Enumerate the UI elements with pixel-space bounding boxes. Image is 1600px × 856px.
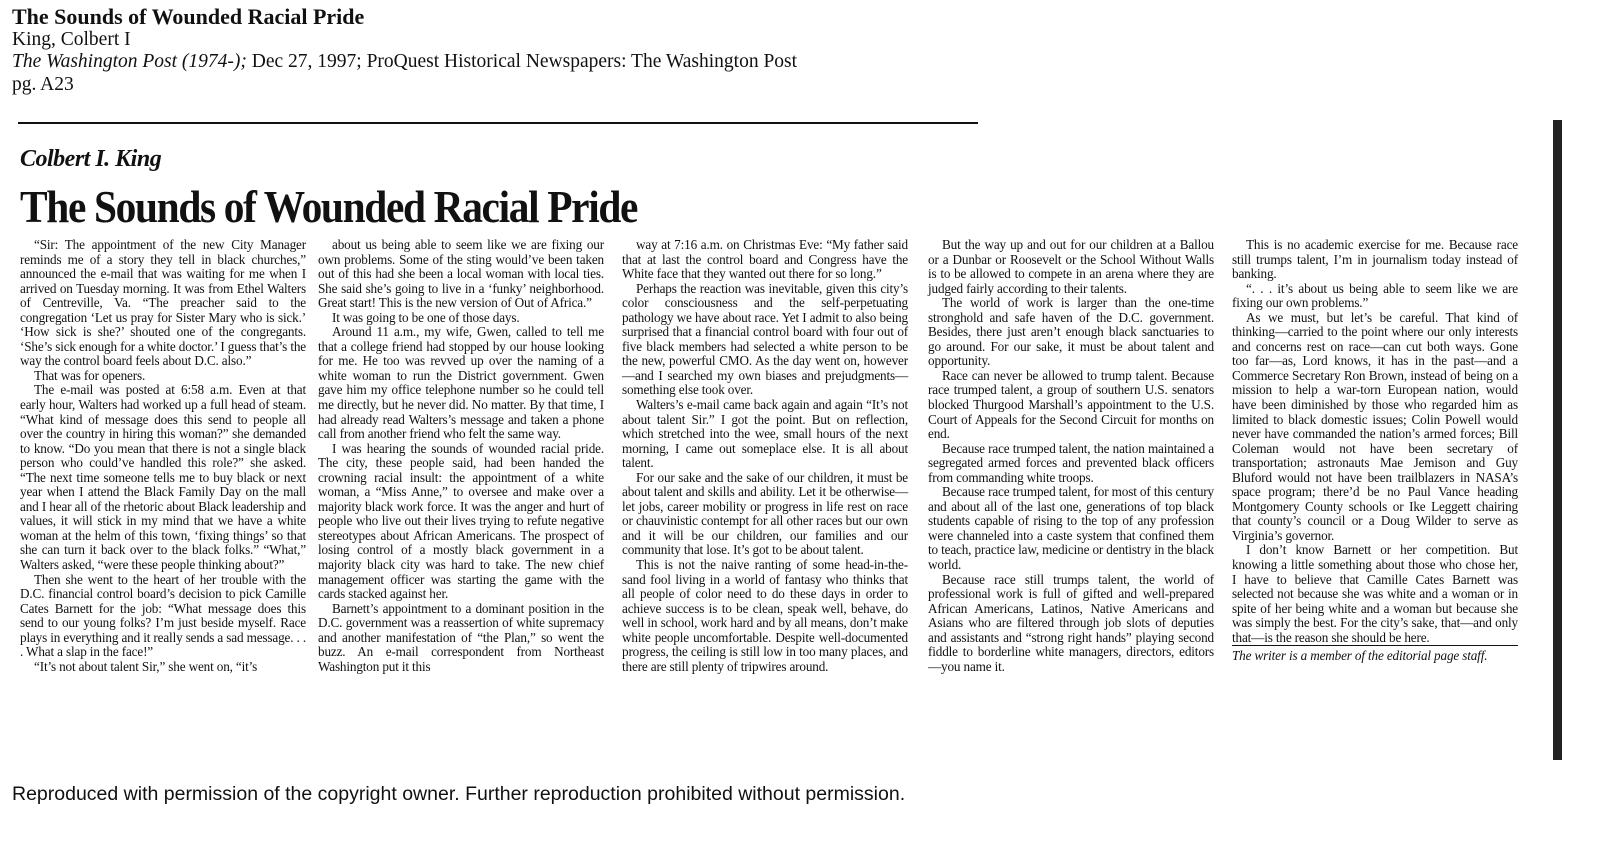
paragraph: Barnett’s appointment to a dominant position in the D.C. government was a reassertion of white supremacy and another manifestation of “the Plan,” so went the buzz. An e-mail correspondent from Northeast Washington put it this [318,600,604,674]
paragraph: Perhaps the reaction was inevitable, given this city’s color consciousness and the self-perpetuating pathology we have about race. Yet I admit to also being surprised that a financial control board with four out of five black members had selected a white person to be the new, powerful CMO. As the day went on, however—and I searched my own biases and prejudgments—something else took over. [622,280,908,398]
article-column [20,238,306,674]
divider [18,122,978,124]
scan-edge-bar [1553,120,1562,760]
paragraph: I was hearing the sounds of wounded racial pride. The city, these people said, had been handed the crowning racial insult: the appointment of a white woman, a “Miss Anne,” to oversee and make over a majority black work force. It was the anger and hurt of people who live out their lives trying to refute negative stereotypes about African Americans. The prospect of losing control of a mostly black government in a majority black city was hard to take. The new chief management officer was starting the game with the cards stacked against her. [318,440,604,602]
paragraph: The world of work is larger than the one-time stronghold and safe haven of the D.C. government. Besides, there just aren’t enough black sanctuaries to go around. For our sake, it must be about talent and opportunity. [928,295,1214,369]
paragraph: The e-mail was posted at 6:58 a.m. Even at that early hour, Walters had worked up a full head of steam. “What kind of message does this send to people all over the country in hiring this woman?” she demanded to know. “Do you mean that there is not a single black person who could’ve handled this role?” she asked. “The next time someone tells me to buy black or next year when I attend the Black Family Day on the mall and I hear all of the rhetoric about Black leadership and values, it will stick in my mind that we have a white woman at the helm of this town, ‘fixing things’ so that she can turn it back over to the black folks.” “What,” Walters asked, “were these people thinking about?” [20,382,306,573]
citation [12,6,797,96]
copyright-footer: Reproduced with permission of the copyright owner. Further reproduction prohibited without permission. [12,783,906,805]
paragraph: For our sake and the sake of our children, it must be about talent and skills and ability. Let it be otherwise—let jobs, career mobility or progress in life rest on race or chauvinistic contempt for all other races but our own and it will be our children, our families and our community that lose. It’s got to be about talent. [622,469,908,558]
paragraph: That was for openers. [34,367,146,383]
paragraph: Because race still trumps talent, the world of professional work is full of gifted and well-prepared African Americans, Latinos, Native Americans and Asians who are filtered through job slots of deputies and assistants and “strong right hands” playing second fiddle to borderline white managers, directors, editors—you name it. [928,571,1214,674]
paragraph: Then she went to the heart of her trouble with the D.C. financial control board’s decision to pick Camille Cates Barnett for the job: “What message does this send to our young folks? I’m just beside myself. Race plays in everything and it really sends a sad message. . . . What a slap in the face!” [20,571,306,660]
paragraph: “. . . it’s about us being able to seem like we are fixing our own problems.” [1232,280,1518,311]
paragraph: about us being able to seem like we are fixing our own problems. Some of the sting would’ve been taken out of this had she been a local woman with local ties. She said she’s going to live in a ‘funky’ neighborhood. Great start! This is the new version of Out of Africa.” [318,237,604,311]
paragraph: But the way up and out for our children at a Ballou or a Dunbar or Roosevelt or the School Without Walls is to be allowed to compete in an arena where they are judged fairly according to their talents. [928,237,1214,296]
author-tagline: The writer is a member of the editorial page staff. [1232,645,1518,664]
paragraph: Walters’s e-mail came back again and again “It’s not about talent Sir.” I got the point. But on reflection, which stretched into the wee, small hours of the next morning, I came out someplace else. It is all about talent. [622,397,908,471]
article-column [318,238,604,674]
citation-author: King, Colbert I [12,28,131,50]
paragraph: “It’s not about talent Sir,” she went on, “it’s [34,658,258,674]
paragraph: “Sir: The appointment of the new City Manager reminds me of a story they tell in black churches,” announced the e-mail that was waiting for me when I arrived on Tuesday morning. It was from Ethel Walters of Centreville, Va. “The preacher said to the congregation ‘Let us pray for Sister Mary who is sick.’ ‘How sick is she?’ shouted one of the congregants. ‘She’s sick enough for a white doctor.’ I guess that’s the way the control board feels about D.C. also.” [20,237,306,369]
paragraph: I don’t know Barnett or her competition. But knowing a little something about those who chose her, I have to believe that Camille Cates Barnett was selected not because she was white and a woman or in spite of her being white and a woman but because she was simply the best. For the city’s sake, that—and only that—is the reason she should be here. [1232,542,1518,645]
citation-source [12,51,797,74]
paragraph: Around 11 a.m., my wife, Gwen, called to tell me that a college friend had stopped by our house looking for me. He too was revved up over the naming of a white woman to run the District government. Gwen gave him my office telephone number so he could tell me directly, but he never did. No matter. By that time, I had already read Walters’s message and taken a phone call from another friend who felt the same way. [318,324,604,442]
citation-title: The Sounds of Wounded Racial Pride [12,4,365,29]
source-publication: The Washington Post (1974-); [12,51,247,72]
paragraph: way at 7:16 a.m. on Christmas Eve: “My father said that at last the control board and Congress have the White face that they wanted out there for so long.” [622,237,908,282]
article-column [928,238,1214,674]
paragraph: It was going to be one of those days. [332,309,520,325]
paragraph: Because race trumped talent, the nation maintained a segregated armed forces and prevented black officers from commanding white troops. [928,440,1214,485]
paragraph: This is not the naive ranting of some head-in-the-sand fool living in a world of fantasy who thinks that all people of color need to do these days in order to achieve success is to be clean, speak well, behave, do well in school, work hard and by all means, don’t make white people uncomfortable. Despite well-documented progress, the ceiling is still low in too many places, and there are still plenty of tripwires around. [622,557,908,674]
article-column [1232,238,1518,664]
paragraph: Because race trumped talent, for most of this century and about all of the last one, generations of top black students capable of rising to the top of any profession were channeled into a caste system that confined them to teach, practice law, medicine or dentistry in the black world. [928,484,1214,573]
citation-page: pg. A23 [12,73,74,95]
paragraph: As we must, but let’s be careful. That kind of thinking—carried to the point where our only interests and concerns rest on race—can cut both ways. Gone too far—as, Lord knows, it has in the past—and a Commerce Secretary Ron Brown, instead of being on a mission to help a war-torn European nation, would have been diminished by those who regarded him as limited to black domestic issues; Colin Powell would never have commanded the nation’s armed forces; Bill Coleman would not have been secretary of transportation; astronauts Mae Jemison and Guy Bluford would not have been trailblazers in NASA’s space program; there’d be no Paul Vance heading Montgomery County schools or Ike Leggett chairing that county’s council or a Doug Wilder to serve as Virginia’s governor. [1232,309,1518,543]
paragraph: Race can never be allowed to trump talent. Because race trumped talent, a group of southern U.S. senators blocked Thurgood Marshall’s appointment to the U.S. Court of Appeals for the Second Circuit for months on end. [928,367,1214,442]
headline: The Sounds of Wounded Racial Pride [20,181,638,232]
paragraph: This is no academic exercise for me. Because race still trumps talent, I’m in journalism today instead of banking. [1232,237,1518,282]
article-column [622,238,908,674]
byline: Colbert I. King [20,146,162,172]
source-details: Dec 27, 1997; ProQuest Historical Newspapers: The Washington Post [246,51,798,72]
